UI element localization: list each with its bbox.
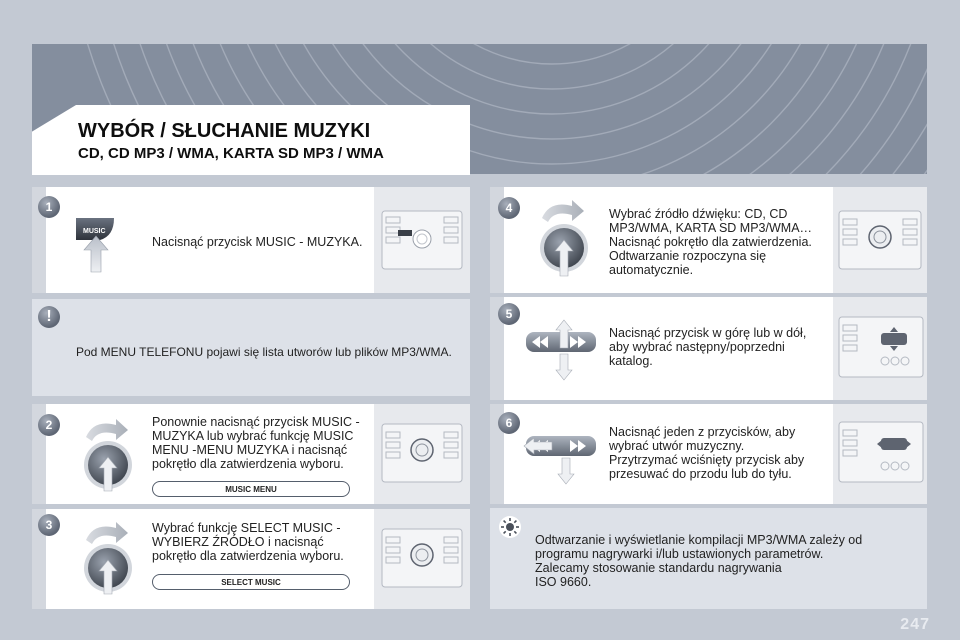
step-2-line: MENU -MENU MUZYKA i nacisnąć	[152, 443, 348, 457]
step-4-line: Odtwarzanie rozpoczyna się	[609, 249, 767, 263]
tip-line: ISO 9660.	[535, 575, 592, 589]
step-1-badge: 1	[38, 196, 60, 218]
step-5-line: katalog.	[609, 354, 653, 368]
music-menu-button[interactable]: MUSIC MENU	[152, 481, 350, 497]
step-2-text	[152, 415, 360, 471]
warning-text: Pod MENU TELEFONU pojawi się lista utworów lub plików MP3/WMA.	[76, 345, 452, 359]
step-5-line: Nacisnąć przycisk w górę lub w dół,	[609, 326, 807, 340]
step-2-badge: 2	[38, 414, 60, 436]
tip-line: programu nagrywarki i/lub ustawionych parametrów.	[535, 547, 824, 561]
step-1-text	[152, 235, 362, 249]
step-2-line: MUZYKA lub wybrać funkcję MUSIC	[152, 429, 354, 443]
step-5-badge: 5	[498, 303, 520, 325]
step-5-line: aby wybrać następny/poprzedni	[609, 340, 785, 354]
step-3-line: pokrętło dla zatwierdzenia wyboru.	[152, 549, 344, 563]
rotary-knob-icon	[72, 415, 144, 495]
radio-panel-3	[374, 509, 470, 609]
step-4-line: Nacisnąć pokrętło dla zatwierdzenia.	[609, 235, 812, 249]
step-6-line: Nacisnąć jeden z przycisków, aby	[609, 425, 796, 439]
rotary-knob-icon	[528, 196, 600, 280]
select-music-button[interactable]: SELECT MUSIC	[152, 574, 350, 590]
radio-panel-4	[833, 187, 927, 293]
step-6-badge: 6	[498, 412, 520, 434]
up-down-button-icon	[522, 318, 602, 382]
step-3-text	[152, 521, 344, 563]
rotate-arrow-icon	[542, 200, 584, 222]
step-3-line: WYBIERZ ŹRÓDŁO i nacisnąć	[152, 535, 324, 549]
rotary-knob-icon	[72, 518, 144, 598]
radio-panel-1	[374, 187, 470, 293]
step-2-line: Ponownie nacisnąć przycisk MUSIC -	[152, 415, 360, 429]
step-5-text	[609, 326, 806, 368]
step-4-badge: 4	[498, 197, 520, 219]
radio-panel-2	[374, 404, 470, 504]
radio-panel-5	[833, 297, 927, 400]
step-4-text	[609, 207, 812, 277]
music-button-icon	[70, 210, 140, 280]
step-4-line: automatycznie.	[609, 263, 694, 277]
music-button-label: MUSIC	[83, 228, 106, 235]
step-6-line: przesuwać do przodu lub do tyłu.	[609, 467, 792, 481]
sun-tip-icon	[498, 515, 522, 539]
step-6-line: wybrać utwór muzyczny.	[609, 439, 745, 453]
warning-icon: !	[38, 306, 60, 328]
step-4-line: Wybrać źródło dźwięku: CD, CD	[609, 207, 788, 221]
step-1-line: Nacisnąć przycisk MUSIC - MUZYKA.	[152, 235, 363, 249]
step-2-line: pokrętło dla zatwierdzenia wyboru.	[152, 457, 344, 471]
left-right-button-icon	[522, 422, 602, 486]
step-3-line: Wybrać funkcję SELECT MUSIC -	[152, 521, 341, 535]
rotate-arrow-icon	[86, 522, 128, 544]
tip-line: Zalecamy stosowanie standardu nagrywania	[535, 561, 782, 575]
page-number: 247	[900, 616, 930, 633]
tip-line: Odtwarzanie i wyświetlanie kompilacji MP3/WMA zależy od	[535, 533, 863, 547]
tip-text	[535, 533, 862, 589]
page-subtitle: CD, CD MP3 / WMA, KARTA SD MP3 / WMA	[78, 145, 384, 162]
step-4-line: MP3/WMA, KARTA SD MP3/WMA…	[609, 221, 813, 235]
page-title: WYBÓR / SŁUCHANIE MUZYKI	[78, 120, 371, 142]
step-3-badge: 3	[38, 514, 60, 536]
rotate-arrow-icon	[86, 419, 128, 441]
step-6-line: Przytrzymać wciśnięty przycisk aby	[609, 453, 805, 467]
step-6-text	[609, 425, 804, 481]
radio-panel-6	[833, 404, 927, 504]
